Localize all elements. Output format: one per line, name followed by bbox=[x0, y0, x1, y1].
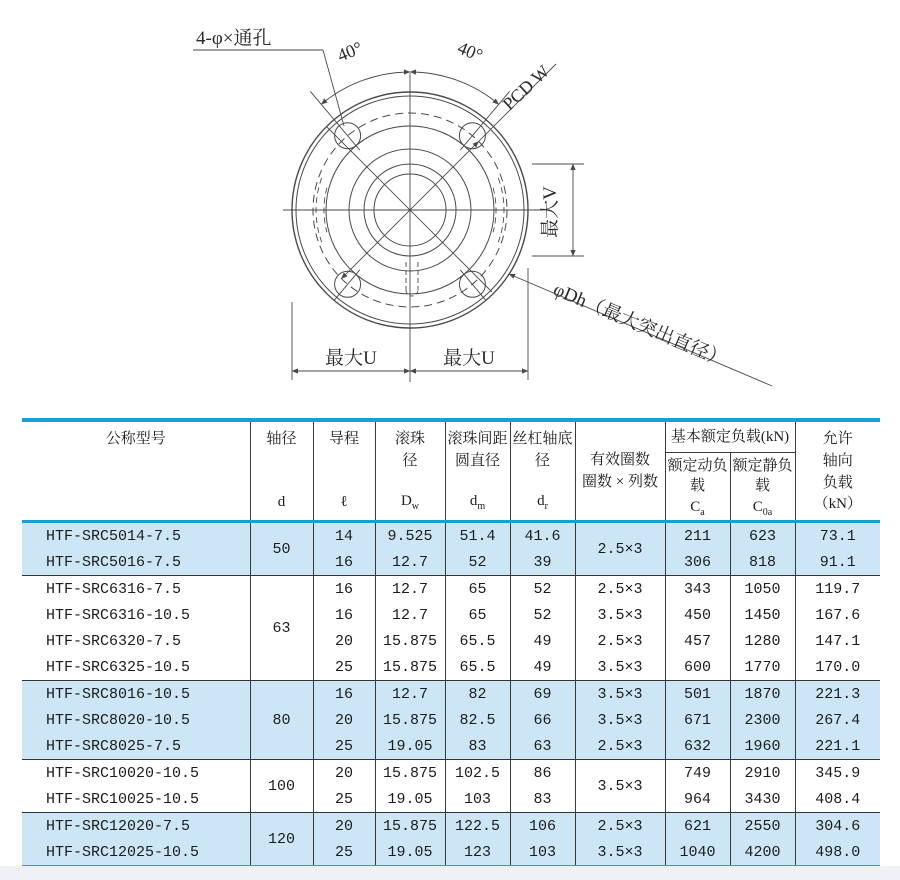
lead-cell: 25 bbox=[313, 786, 375, 813]
col-header-effective-turns: 有效圈数 圈数 × 列数 bbox=[575, 420, 665, 522]
angle-right-label: 40° bbox=[454, 37, 486, 66]
root-diameter-cell: 49 bbox=[510, 628, 575, 654]
static-load-cell: 2550 bbox=[730, 813, 795, 840]
ball-diameter-cell: 15.875 bbox=[375, 628, 445, 654]
ball-circle-diameter-cell: 122.5 bbox=[445, 813, 510, 840]
effective-turns-cell: 2.5×3 bbox=[575, 628, 665, 654]
col-header-axial-load: 允许 轴向 负载 （kN） bbox=[795, 420, 880, 522]
static-load-cell: 1280 bbox=[730, 628, 795, 654]
model-cell: HTF-SRC8025-7.5 bbox=[22, 733, 250, 760]
table-row bbox=[22, 681, 880, 708]
dh-label: φDh（最大突出直径） bbox=[550, 279, 730, 372]
col-header-shaft-diameter: 轴径 d bbox=[250, 420, 313, 522]
static-load-cell: 1770 bbox=[730, 654, 795, 681]
dynamic-load-cell: 671 bbox=[665, 707, 730, 733]
bolt-hole-radial bbox=[334, 270, 360, 301]
root-diameter-cell: 63 bbox=[510, 733, 575, 760]
max-u-right-label: 最大U bbox=[443, 348, 495, 369]
root-diameter-cell: 52 bbox=[510, 602, 575, 628]
max-v-label: 最大V bbox=[540, 186, 561, 238]
ball-diameter-cell: 19.05 bbox=[375, 786, 445, 813]
col-header-static-load: 额定静负 载 $C_{0a}$ bbox=[730, 453, 795, 520]
static-load-cell: 2300 bbox=[730, 707, 795, 733]
pcd-label: PCD W bbox=[498, 61, 554, 115]
ball-diameter-cell: 19.05 bbox=[375, 733, 445, 760]
model-cell: HTF-SRC6316-7.5 bbox=[22, 576, 250, 603]
dynamic-load-cell: 600 bbox=[665, 654, 730, 681]
table-row bbox=[22, 786, 880, 813]
effective-turns-cell: 3.5×3 bbox=[575, 839, 665, 868]
static-load-cell: 1450 bbox=[730, 602, 795, 628]
spec-table-body bbox=[22, 522, 880, 869]
lead-cell: 20 bbox=[313, 628, 375, 654]
axial-load-cell: 147.1 bbox=[795, 628, 880, 654]
diagonal-line bbox=[327, 127, 492, 292]
lead-cell: 20 bbox=[313, 760, 375, 787]
table-row bbox=[22, 839, 880, 868]
root-diameter-cell: 103 bbox=[510, 839, 575, 868]
static-load-cell: 1960 bbox=[730, 733, 795, 760]
col-header-ball-circle-diameter: 滚珠间距 圆直径 $d_m$ bbox=[445, 420, 510, 522]
axial-load-cell: 73.1 bbox=[795, 522, 880, 550]
ball-diameter-symbol: $D_w$ bbox=[400, 492, 420, 512]
table-header bbox=[22, 420, 880, 522]
dynamic-load-cell: 450 bbox=[665, 602, 730, 628]
effective-turns-cell: 3.5×3 bbox=[575, 707, 665, 733]
ball-circle-diameter-cell: 65 bbox=[445, 576, 510, 603]
lead-cell: 16 bbox=[313, 602, 375, 628]
ball-circle-diameter-cell: 65.5 bbox=[445, 628, 510, 654]
root-diameter-cell: 69 bbox=[510, 681, 575, 708]
dynamic-load-symbol: $C_a$ bbox=[690, 498, 705, 518]
model-cell: HTF-SRC12025-10.5 bbox=[22, 839, 250, 868]
root-diameter-cell: 106 bbox=[510, 813, 575, 840]
ball-diameter-cell: 15.875 bbox=[375, 813, 445, 840]
shaft-diameter-cell: 80 bbox=[250, 681, 313, 760]
model-cell: HTF-SRC10025-10.5 bbox=[46, 790, 200, 808]
lead-cell: 25 bbox=[313, 733, 375, 760]
lead-cell: 20 bbox=[313, 707, 375, 733]
ball-circle-diameter-cell: 82.5 bbox=[445, 707, 510, 733]
static-load-cell: 1050 bbox=[730, 576, 795, 603]
static-load-symbol: $C_{0a}$ bbox=[752, 498, 773, 518]
shaft-diameter-cell: 100 bbox=[250, 760, 313, 813]
model-cell: HTF-SRC5014-7.5 bbox=[22, 522, 250, 550]
shaft-diameter-cell: 50 bbox=[250, 522, 313, 576]
lead-cell: 25 bbox=[313, 654, 375, 681]
lead-cell: 16 bbox=[313, 681, 375, 708]
dynamic-load-cell: 457 bbox=[665, 628, 730, 654]
root-diameter-cell: 41.6 bbox=[510, 522, 575, 550]
col-header-dynamic-load: 额定动负 载 $C_a$ bbox=[667, 458, 728, 518]
ball-diameter-cell: 15.875 bbox=[375, 654, 445, 681]
page-bottom-margin bbox=[0, 866, 900, 880]
ball-circle-symbol: $d_m$ bbox=[469, 492, 486, 512]
axial-load-cell: 267.4 bbox=[795, 707, 880, 733]
table-row bbox=[22, 549, 880, 576]
table-row bbox=[22, 760, 880, 787]
dynamic-load-cell: 964 bbox=[665, 786, 730, 813]
spec-table bbox=[22, 418, 880, 871]
dynamic-load-cell: 501 bbox=[665, 681, 730, 708]
table-row bbox=[22, 576, 880, 603]
shaft-diameter-cell: 120 bbox=[250, 813, 313, 869]
angle-dim-arc-left bbox=[321, 72, 410, 104]
lead-cell: 16 bbox=[313, 576, 375, 603]
model-cell: HTF-SRC6325-10.5 bbox=[46, 658, 191, 676]
flange-drawing-svg bbox=[0, 0, 900, 414]
shaft-diameter-cell: 63 bbox=[250, 576, 313, 681]
root-diameter-cell: 83 bbox=[510, 786, 575, 813]
ball-diameter-cell: 12.7 bbox=[375, 549, 445, 576]
model-cell: HTF-SRC6320-7.5 bbox=[46, 632, 182, 650]
model-cell: HTF-SRC6316-10.5 bbox=[46, 606, 191, 624]
col-header-root-diameter: 丝杠轴底 径 $d_r$ bbox=[510, 420, 575, 522]
root-diameter-symbol: $d_r$ bbox=[537, 492, 548, 512]
table-row bbox=[22, 628, 880, 654]
table-row bbox=[22, 654, 880, 681]
lead-symbol: ℓ bbox=[340, 494, 348, 511]
model-cell: HTF-SRC8016-10.5 bbox=[22, 681, 250, 708]
col-header-lead: 导程 ℓ bbox=[313, 420, 375, 522]
axial-load-cell: 345.9 bbox=[795, 760, 880, 787]
ball-circle-diameter-cell: 102.5 bbox=[445, 760, 510, 787]
effective-turns-cell: 2.5×3 bbox=[575, 576, 665, 603]
ball-circle-diameter-cell: 51.4 bbox=[445, 522, 510, 550]
max-u-left-label: 最大U bbox=[325, 348, 377, 369]
col-header-basic-load-group bbox=[665, 420, 795, 522]
root-diameter-cell: 49 bbox=[510, 654, 575, 681]
lead-cell: 16 bbox=[313, 549, 375, 576]
ball-diameter-cell: 9.525 bbox=[375, 522, 445, 550]
basic-load-label: 基本额定负载(kN) bbox=[666, 422, 795, 453]
col-header-ball-diameter: 滚珠 径 $D_w$ bbox=[375, 420, 445, 522]
axial-load-cell: 170.0 bbox=[795, 654, 880, 681]
ball-circle-diameter-cell: 65.5 bbox=[445, 654, 510, 681]
axial-load-cell: 91.1 bbox=[795, 549, 880, 576]
ball-diameter-cell: 19.05 bbox=[375, 839, 445, 868]
axial-load-cell: 167.6 bbox=[795, 602, 880, 628]
axial-load-cell: 221.3 bbox=[795, 681, 880, 708]
effective-turns-cell: 3.5×3 bbox=[575, 681, 665, 708]
root-diameter-cell: 39 bbox=[510, 549, 575, 576]
table-row bbox=[22, 733, 880, 760]
root-diameter-cell: 66 bbox=[510, 707, 575, 733]
root-diameter-cell: 52 bbox=[510, 576, 575, 603]
ball-diameter-cell: 12.7 bbox=[375, 602, 445, 628]
shaft-symbol: d bbox=[277, 494, 286, 511]
ball-diameter-cell: 12.7 bbox=[375, 576, 445, 603]
col-header-model-label: 公称型号 bbox=[105, 431, 166, 447]
axial-load-cell: 119.7 bbox=[795, 576, 880, 603]
table-row bbox=[22, 813, 880, 840]
dynamic-load-cell: 306 bbox=[665, 549, 730, 576]
hole-count-label: 4-φ×通孔 bbox=[196, 28, 272, 49]
hidden-keyway-cap bbox=[406, 290, 418, 296]
axial-load-cell: 304.6 bbox=[795, 813, 880, 840]
ball-circle-diameter-cell: 83 bbox=[445, 733, 510, 760]
axial-load-cell: 408.4 bbox=[795, 786, 880, 813]
effective-turns-cell: 3.5×3 bbox=[575, 602, 665, 628]
axial-load-cell: 498.0 bbox=[795, 839, 880, 868]
effective-turns-cell: 2.5×3 bbox=[575, 522, 665, 576]
ball-circle-diameter-cell: 52 bbox=[445, 549, 510, 576]
root-diameter-cell: 86 bbox=[510, 760, 575, 787]
effective-turns-cell: 2.5×3 bbox=[575, 813, 665, 840]
lead-cell: 25 bbox=[313, 839, 375, 868]
effective-turns-cell: 2.5×3 bbox=[575, 733, 665, 760]
static-load-cell: 1870 bbox=[730, 681, 795, 708]
bolt-hole-radial bbox=[310, 91, 360, 150]
table-row bbox=[22, 522, 880, 550]
model-cell: HTF-SRC12020-7.5 bbox=[22, 813, 250, 840]
dynamic-load-cell: 211 bbox=[665, 522, 730, 550]
dynamic-load-cell: 1040 bbox=[665, 839, 730, 868]
ball-diameter-cell: 15.875 bbox=[375, 760, 445, 787]
ball-diameter-cell: 12.7 bbox=[375, 681, 445, 708]
static-load-cell: 3430 bbox=[730, 786, 795, 813]
dynamic-load-cell: 621 bbox=[665, 813, 730, 840]
ball-diameter-cell: 15.875 bbox=[375, 707, 445, 733]
lead-cell: 20 bbox=[313, 813, 375, 840]
model-cell: HTF-SRC10020-10.5 bbox=[22, 760, 250, 787]
angle-left-label: 40° bbox=[334, 37, 366, 66]
static-load-cell: 2910 bbox=[730, 760, 795, 787]
col-header-model bbox=[22, 420, 250, 522]
static-load-cell: 623 bbox=[730, 522, 795, 550]
ball-circle-diameter-cell: 65 bbox=[445, 602, 510, 628]
table-row bbox=[22, 707, 880, 733]
static-load-cell: 4200 bbox=[730, 839, 795, 868]
dynamic-load-cell: 749 bbox=[665, 760, 730, 787]
ball-circle-diameter-cell: 103 bbox=[445, 786, 510, 813]
static-load-cell: 818 bbox=[730, 549, 795, 576]
ball-circle-diameter-cell: 123 bbox=[445, 839, 510, 868]
model-cell: HTF-SRC5016-7.5 bbox=[22, 549, 250, 576]
effective-turns-cell: 3.5×3 bbox=[575, 760, 665, 813]
ball-circle-diameter-cell: 82 bbox=[445, 681, 510, 708]
lead-cell: 14 bbox=[313, 522, 375, 550]
dynamic-load-cell: 632 bbox=[665, 733, 730, 760]
flange-drawing bbox=[0, 0, 900, 414]
model-cell: HTF-SRC8020-10.5 bbox=[22, 707, 250, 733]
table-row bbox=[22, 602, 880, 628]
axial-load-cell: 221.1 bbox=[795, 733, 880, 760]
dynamic-load-cell: 343 bbox=[665, 576, 730, 603]
angle-dim-arc-right bbox=[410, 72, 499, 104]
effective-turns-cell: 3.5×3 bbox=[575, 654, 665, 681]
